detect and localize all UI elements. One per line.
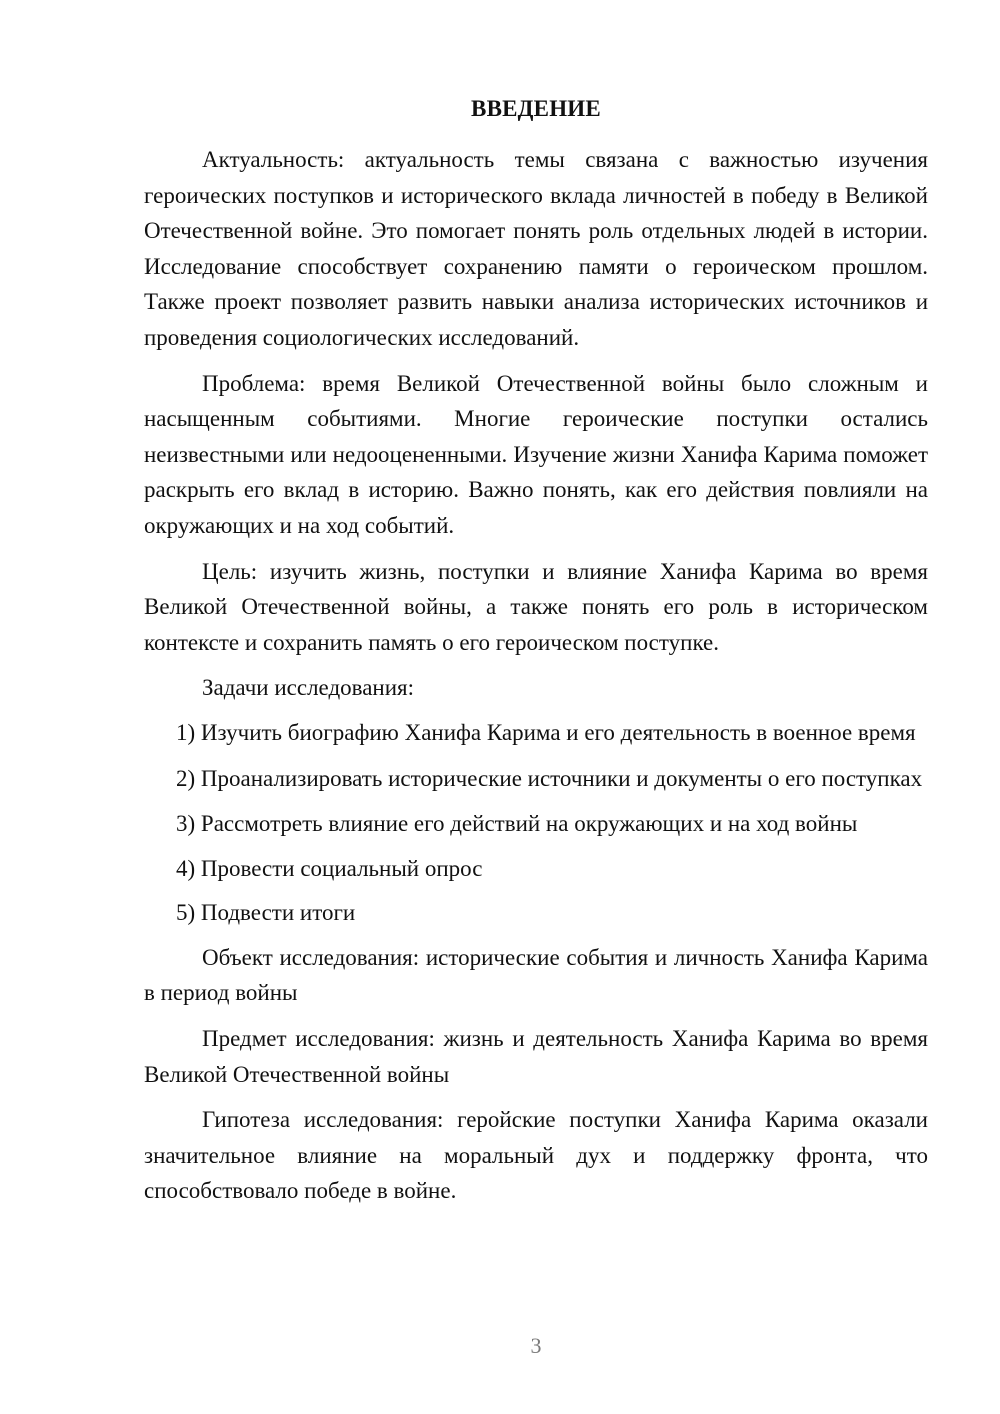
- task-item-3: 3) Рассмотреть влияние его действий на окружающих и на ход войны: [176, 811, 858, 837]
- page-heading: ВВЕДЕНИЕ: [471, 96, 601, 121]
- task-item-5: 5) Подвести итоги: [176, 900, 356, 926]
- subject-paragraph: Предмет исследования: жизнь и деятельность Ханифа Карима во время Великой Отечественной войны: [144, 1026, 928, 1087]
- document-body: [144, 142, 928, 1219]
- tasks-title: Задачи исследования:: [202, 675, 415, 701]
- page-number: 3: [530, 1333, 542, 1358]
- object-paragraph: Объект исследования: исторические события и личность Ханифа Карима в период войны: [144, 944, 928, 1006]
- problem-paragraph: Проблема: время Великой Отечественной войны было сложным и насыщенным событиями. Многие героические поступки остались неизвестными или недооцененными. Изучение жизни Ханифа Карима поможет раскрыть его вклад в историю. Важно понять, как его действия повлияли на окружающих и на ход событий.: [144, 370, 928, 538]
- relevance-paragraph: Актуальность: актуальность темы связана с важностью изучения героических поступков и исторического вклада личностей в победу в Великой Отечественной войне. Это помогает понять роль отдельных людей в истории. Исследование способствует сохранению памяти о героическом прошлом. Также проект позволяет развить навыки анализа исторических источников и проведения социологических исследований.: [144, 147, 928, 350]
- task-item-2: 2) Проанализировать исторические источники и документы о его поступках: [176, 765, 923, 791]
- task-item-4: 4) Провести социальный опрос: [176, 855, 483, 881]
- hypothesis-paragraph: Гипотеза исследования: геройские поступки Ханифа Карима оказали значительное влияние на моральный дух и поддержку фронта, что способствовало победе в войне.: [144, 1107, 928, 1204]
- task-item-1: 1) Изучить биографию Ханифа Карима и его деятельность в военное время: [176, 719, 916, 745]
- goal-paragraph: Цель: изучить жизнь, поступки и влияние Ханифа Карима во время Великой Отечественной войны, а также понять его роль в историческом контексте и сохранить память о его героическом поступке.: [144, 558, 928, 655]
